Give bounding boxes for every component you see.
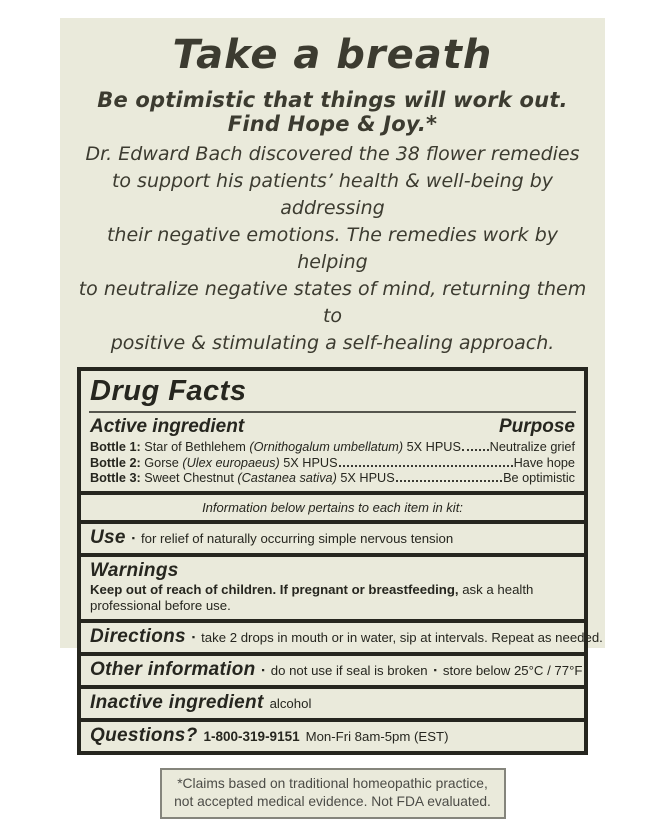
active-ingredient-header [90, 416, 575, 440]
intro-line: their negative emotions. The remedies work by helping [106, 224, 558, 273]
bottle-row-1 [90, 440, 575, 456]
tagline: Be optimistic that things will work out. Find Hope & Joy.* [97, 88, 568, 136]
bottle-2-label: Bottle 2: [90, 455, 141, 470]
bottle-3-purpose: Be optimistic [503, 471, 575, 485]
bottle-3-latin: (Castanea sativa) [237, 471, 337, 485]
footnote-line: not accepted medical evidence. Not FDA evaluated. [174, 793, 491, 809]
intro-line: to neutralize negative states of mind, returning them to [78, 278, 587, 327]
bottle-3-label: Bottle 3: [90, 471, 141, 485]
intro-line: to support his patients’ health & well-being by addressing [111, 170, 554, 219]
bottle-1-purpose: Neutralize grief [489, 440, 575, 454]
footnote-line: *Claims based on traditional homeopathic practice, [177, 775, 488, 791]
use-text: for relief of naturally occurring simple nervous tension [140, 530, 454, 546]
bottle-2-purpose: Have hope [513, 455, 575, 470]
bottle-1-potency: 5X HPUS [406, 440, 461, 454]
square-bullet-icon: ▪ [433, 664, 437, 675]
inactive-ingredient-text: alcohol [269, 695, 312, 711]
bottle-3-ingredient [90, 471, 395, 487]
dotted-leader [339, 465, 513, 467]
square-bullet-icon: ▪ [191, 631, 196, 642]
inactive-ingredient-section [81, 685, 584, 718]
directions-section [81, 619, 603, 652]
warnings-text [90, 582, 575, 615]
bottle-2-latin: (Ulex europaeus) [182, 455, 280, 470]
bottle-row-3 [90, 471, 575, 487]
other-information-section [81, 652, 584, 685]
intro-line: Dr. Edward Bach discovered the 38 flower remedies [85, 143, 580, 165]
bottle-3-potency: 5X HPUS [340, 471, 395, 485]
bottle-1-name: Star of Bethlehem [144, 440, 246, 454]
other-information-item-1: do not use if seal is broken [270, 662, 428, 678]
other-information-label: Other information [90, 658, 256, 680]
bottle-1-label: Bottle 1: [90, 440, 141, 454]
bottle-row-2 [90, 456, 575, 472]
warnings-bold-text: Keep out of reach of children. If pregnant or breastfeeding, [90, 581, 459, 597]
bottle-1-latin: (Ornithogalum umbellatum) [249, 440, 404, 454]
active-ingredient-label: Active ingredient [90, 416, 245, 437]
purpose-label: Purpose [498, 416, 575, 437]
square-bullet-icon: ▪ [261, 664, 265, 675]
kit-note-section [81, 491, 584, 520]
active-ingredient-section [81, 371, 584, 491]
bottle-2-potency: 5X HPUS [283, 455, 338, 470]
warnings-regular-text: ask a health professional before use. [90, 581, 534, 613]
claims-footnote [160, 768, 506, 819]
bottle-3-name: Sweet Chestnut [144, 471, 234, 485]
directions-label: Directions [90, 625, 186, 647]
questions-phone: 1-800-319-9151 [203, 728, 300, 744]
drug-facts-panel [77, 367, 603, 755]
warnings-section [81, 553, 584, 619]
dotted-leader [462, 449, 489, 451]
intro-line: positive & stimulating a self-healing approach. [110, 332, 555, 354]
other-information-item-2: store below 25°C / 77°F [442, 662, 583, 678]
warnings-label: Warnings [90, 559, 179, 581]
intro-text [77, 141, 588, 357]
product-title: Take a breath [172, 32, 493, 78]
questions-hours: Mon-Fri 8am-5pm (EST) [305, 728, 449, 744]
questions-label: Questions? [90, 724, 198, 746]
bottle-1-ingredient [90, 440, 461, 456]
title-divider [89, 411, 576, 413]
inactive-ingredient-label: Inactive ingredient [90, 691, 264, 713]
use-label: Use [90, 526, 126, 548]
use-section [81, 520, 584, 553]
drug-facts-title: Drug Facts [90, 375, 247, 407]
questions-section [81, 718, 584, 751]
dotted-leader [396, 480, 502, 482]
kit-note-text: Information below pertains to each item in kit: [202, 499, 463, 515]
bottle-2-ingredient [90, 456, 338, 472]
product-label [60, 18, 605, 809]
bottle-2-name: Gorse [144, 455, 179, 470]
square-bullet-icon: ▪ [131, 532, 135, 543]
directions-text: take 2 drops in mouth or in water, sip at intervals. Repeat as needed. [201, 629, 603, 645]
